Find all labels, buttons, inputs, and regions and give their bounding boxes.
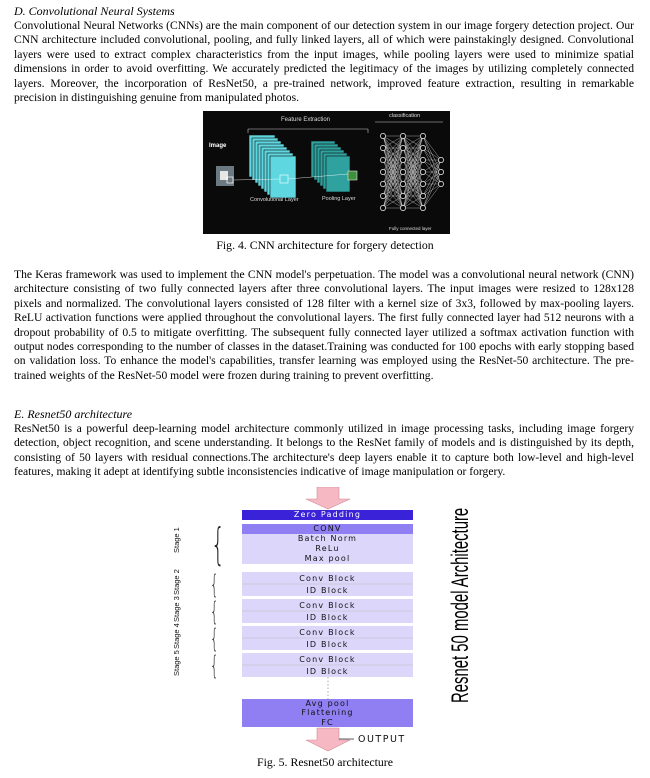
figure-resnet50-architecture [168, 487, 478, 755]
section-heading-cnn: D. Convolutional Neural Systems [14, 4, 175, 18]
neuron-node [380, 193, 385, 198]
output-arrow [306, 728, 350, 751]
stage-label-2: Stage 2 [172, 569, 181, 595]
neuron-node [420, 181, 425, 186]
neuron-node [420, 205, 425, 210]
input-arrow [306, 487, 350, 509]
neuron-node [420, 157, 425, 162]
neuron-node [400, 169, 405, 174]
stage2-brace: { [210, 570, 219, 600]
neuron-node [400, 133, 405, 138]
stage-label-1: Stage 1 [172, 527, 181, 553]
neuron-node [380, 205, 385, 210]
fully-connected-network [380, 133, 443, 210]
neuron-node [400, 193, 405, 198]
neuron-node [400, 145, 405, 150]
fig4-classification-label: classification [389, 113, 421, 119]
neuron-node [420, 145, 425, 150]
stage3-brace: { [210, 597, 219, 627]
resnet-vertical-title: Resnet 50 model Architecture [447, 507, 474, 703]
block-id-block-stage2: ID Block [306, 586, 349, 595]
block-avg-pool: Avg pool [305, 699, 350, 708]
block-conv-block-stage2: Conv Block [299, 574, 356, 583]
paragraph-cnn-implementation: The Keras framework was used to implement the CNN model's perpetuation. The model was a convolutional neural network (CNN) architecture consisting of two fully connected layers after three convolutional layers. The input images were resized to 128x128 pixels and normalized. The convolutional layers consisted of 128 filter with a kernel size of 3x3, followed by max-pooling layers. ReLU activation functions were applied throughout the convolutional layers. The first fully connected layer had 512 neurons with a dropout probability of 0.5 to mitigate overfitting. The subsequent fully connected layer utilized a softmax activation function with output nodes corresponding to the number of classes in the dataset.Training was conducted for 100 epochs with early stopping based on validation loss. To enhance the model's capabilities, transfer learning was employed using the ResNet-50 architecture. The pre-trained weights of the ResNet-50 model were frozen during training to prevent overfitting. [14, 268, 634, 382]
neuron-node [438, 157, 443, 162]
section-heading-resnet: E. Resnet50 architecture [14, 407, 133, 421]
fig4-feature-extraction-label: Feature Extraction [281, 117, 331, 123]
stage-label-4: Stage 4 [172, 623, 181, 649]
block-relu: ReLu [315, 544, 340, 553]
neuron-node [438, 169, 443, 174]
block-fc: FC [321, 718, 334, 727]
neuron-node [420, 133, 425, 138]
neuron-node [420, 193, 425, 198]
figure-cnn-architecture [203, 111, 450, 234]
output-label: OUTPUT [358, 734, 406, 745]
stage-label-5: Stage 5 [172, 650, 181, 676]
fig4-fc-layer-label: Fully connected layer [389, 226, 432, 231]
neuron-node [400, 205, 405, 210]
block-id-block-stage5: ID Block [306, 667, 349, 676]
pooling-layer-stack [288, 141, 357, 192]
block-conv: CONV [313, 524, 342, 533]
paragraph-resnet: ResNet50 is a powerful deep-learning model architecture commonly utilized in image processing tasks, including image forgery detection, object recognition, and scene understanding. It belongs to the ResNet family of models and is distinguished by its depth, consisting of 50 layers with residual connections.The architecture's deep layers enable it to capture both low-level and high-level features, making it adept at identifying subtle inconsistencies indicative of image manipulation or forgery. [14, 422, 634, 479]
stage1-brace: { [211, 519, 225, 570]
fig4-conv-layer-label: Convolutional Layer [250, 197, 299, 203]
block-flattening: Flattening [301, 708, 354, 717]
fig4-pooling-layer-label: Pooling Layer [322, 196, 356, 202]
cnn-diagram [203, 111, 450, 234]
figure4-caption: Fig. 4. CNN architecture for forgery detection [216, 238, 434, 252]
block-conv-block-stage4: Conv Block [299, 628, 356, 637]
neuron-node [380, 181, 385, 186]
stage-label-3: Stage 3 [172, 596, 181, 622]
neuron-node [400, 157, 405, 162]
stage5-brace: { [210, 651, 219, 681]
neuron-node [380, 133, 385, 138]
block-conv-block-stage5: Conv Block [299, 655, 356, 664]
block-id-block-stage4: ID Block [306, 640, 349, 649]
block-id-block-stage3: ID Block [306, 613, 349, 622]
neuron-node [380, 157, 385, 162]
block-batch-norm: Batch Norm [297, 534, 358, 543]
stage4-brace: { [210, 624, 219, 654]
neuron-node [400, 181, 405, 186]
conv-layer-stack [234, 135, 296, 198]
figure5-caption: Fig. 5. Resnet50 architecture [257, 755, 393, 769]
block-conv-block-stage3: Conv Block [299, 601, 356, 610]
block-zero-padding: Zero Padding [293, 510, 362, 519]
neuron-node [380, 169, 385, 174]
block-max-pool: Max pool [304, 554, 351, 563]
neuron-node [420, 169, 425, 174]
neuron-node [380, 145, 385, 150]
paragraph-cnn-intro: Convolutional Neural Networks (CNNs) are the main component of our detection system in our image forgery detection project. Our CNN architecture included convolutional, pooling, and fully linked layers, all of which were painstakingly designed. Convolutional layers were used to extract complex characteristics from the input images, while pooling layers were used to minimize spatial dimensions in order to avoid overfitting. We accurately predicted the legitimacy of the images by utilizing completely connected layers. Moreover, the incorporation of ResNet50, a pre-trained network, improved feature extraction, resulting in remarkable precision in distinguishing genuine from manipulated photos. [14, 19, 634, 105]
fig4-image-label: Image [209, 143, 227, 149]
neuron-node [438, 181, 443, 186]
